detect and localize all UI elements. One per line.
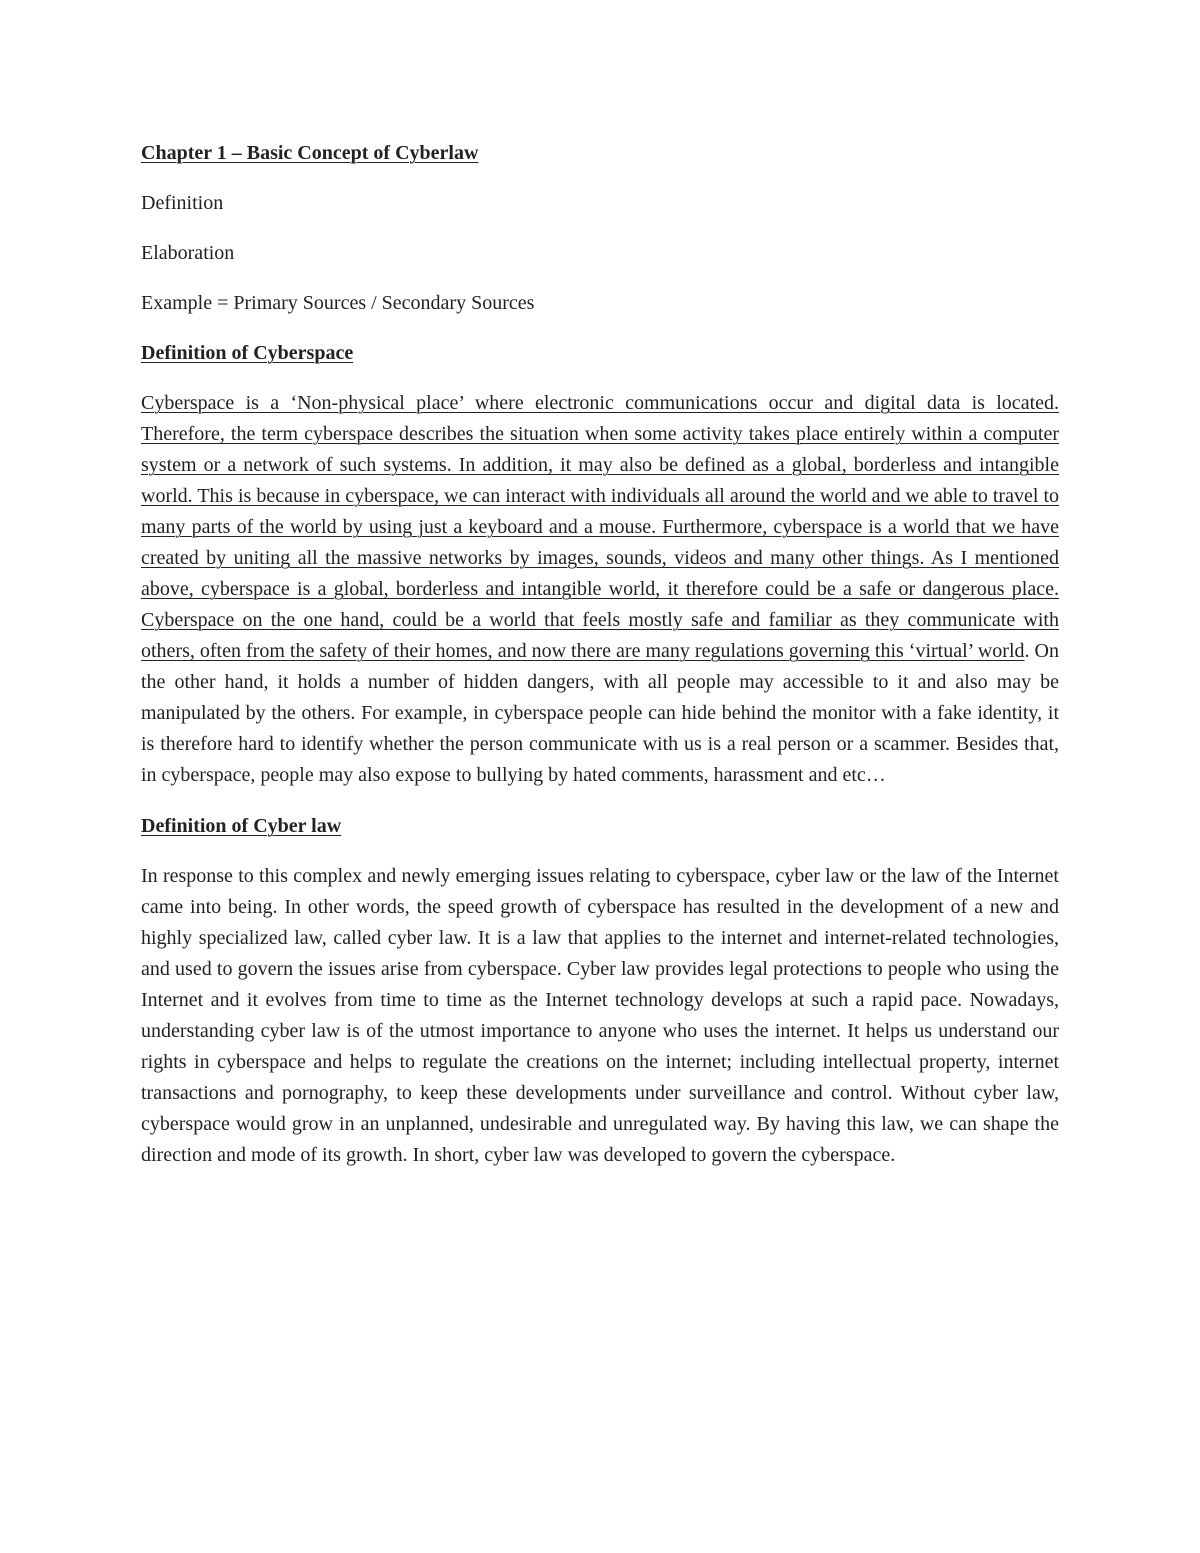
document-page xyxy=(141,138,1059,1191)
outline-item-example: Example = Primary Sources / Secondary Sources xyxy=(141,292,535,314)
paragraph-cyber-law: In response to this complex and newly emerging issues relating to cyberspace, cyber law or the law of the Internet came into being. In other words, the speed growth of cyberspace has resulted in the development of a new and highly specialized law, called cyber law. It is a law that applies to the internet and internet-related technologies, and used to govern the issues arise from cyberspace. Cyber law provides legal protections to people who using the Internet and it evolves from time to time as the Internet technology develops at such a rapid pace. Nowadays, understanding cyber law is of the utmost importance to anyone who uses the internet. It helps us understand our rights in cyberspace and helps to regulate the creations on the internet; including intellectual property, internet transactions and pornography, to keep these developments under surveillance and control. Without cyber law, cyberspace would grow in an unplanned, undesirable and unregulated way. By having this law, we can shape the direction and mode of its growth. In short, cyber law was developed to govern the cyberspace. xyxy=(141,865,1059,1166)
outline-item-definition: Definition xyxy=(141,192,224,214)
section-heading-cyber-law: Definition of Cyber law xyxy=(141,815,342,837)
section-heading-cyberspace: Definition of Cyberspace xyxy=(141,342,354,364)
paragraph-cyberspace-plain: . On the other hand, it holds a number of hidden dangers, with all people may accessible to it and also may be manipulated by the others. For example, in cyberspace people can hide behind the monitor with a fake identity, it is therefore hard to identify whether the person communicate with us is a real person or a scammer. Besides that, in cyberspace, people may also expose to bullying by hated comments, harassment and etc… xyxy=(141,640,1059,786)
paragraph-cyberspace xyxy=(141,388,1059,791)
chapter-title: Chapter 1 – Basic Concept of Cyberlaw xyxy=(141,142,479,164)
outline-item-elaboration: Elaboration xyxy=(141,242,235,264)
paragraph-cyberspace-underlined: Cyberspace is a ‘Non-physical place’ where electronic communications occur and digital data is located. Therefore, the term cyberspace describes the situation when some activity takes place entirely within a computer system or a network of such systems. In addition, it may also be defined as a global, borderless and intangible world. This is because in cyberspace, we can interact with individuals all around the world and we able to travel to many parts of the world by using just a keyboard and a mouse. Furthermore, cyberspace is a world that we have created by uniting all the massive networks by images, sounds, videos and many other things. As I mentioned above, cyberspace is a global, borderless and intangible world, it therefore could be a safe or dangerous place. Cyberspace on the one hand, could be a world that feels mostly safe and familiar as they communicate with others, often from the safety of their homes, and now there are many regulations governing this ‘virtual’ world xyxy=(141,392,1059,662)
